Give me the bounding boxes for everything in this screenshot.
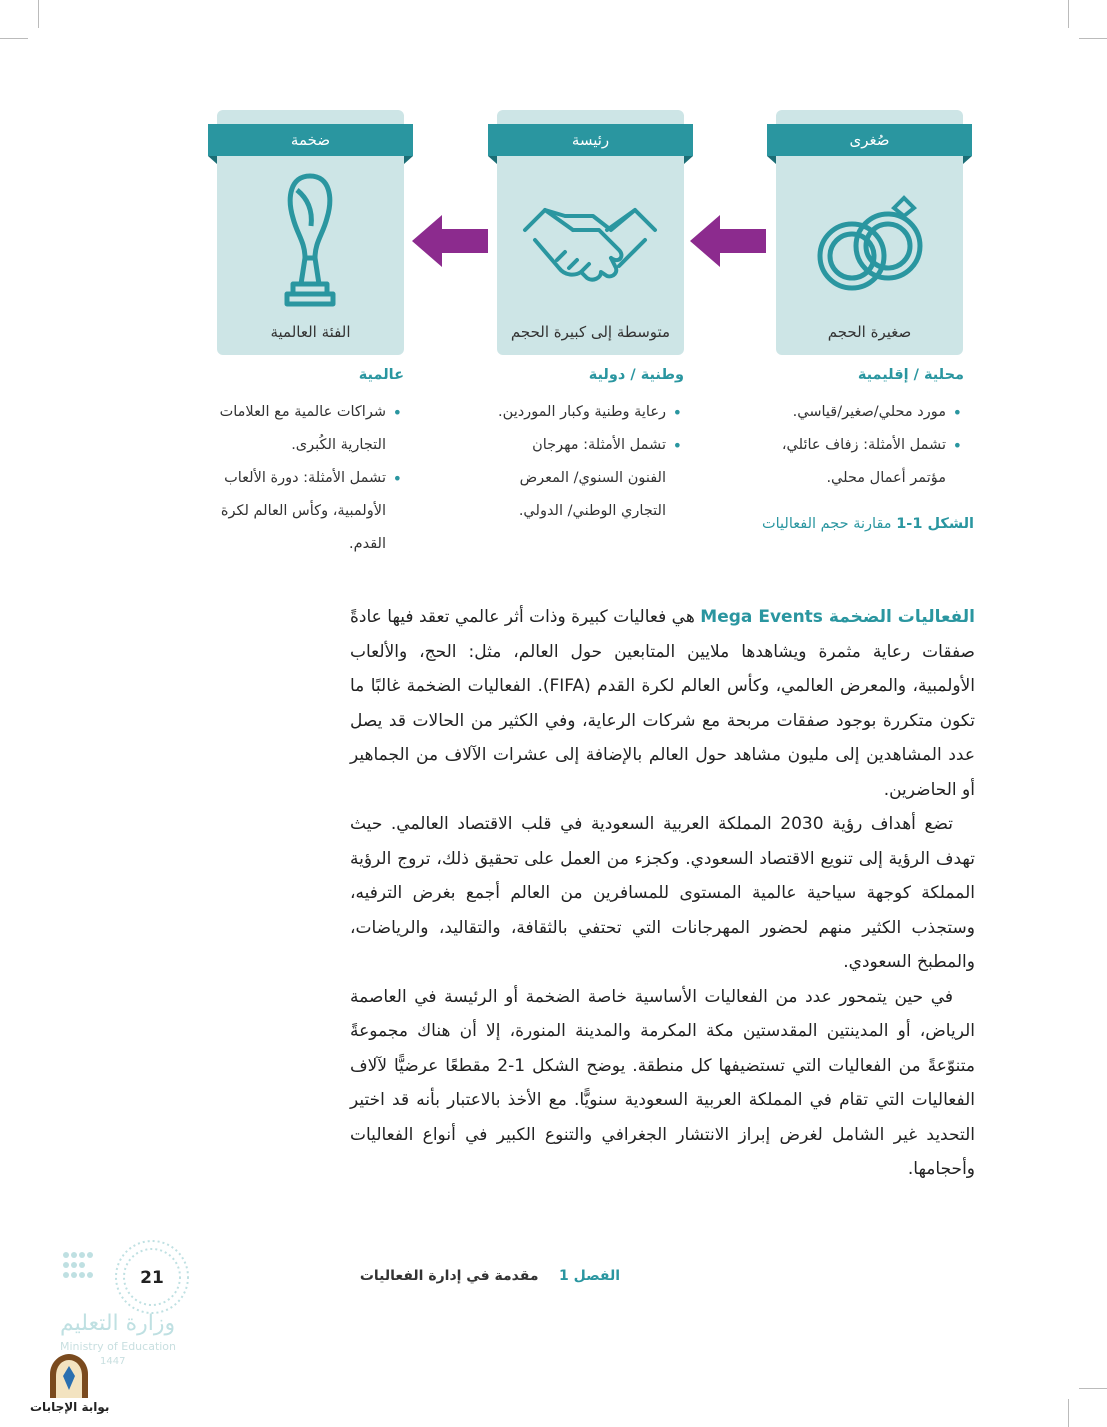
rings-icon xyxy=(794,168,944,318)
trophy-icon xyxy=(235,168,385,318)
crop-mark xyxy=(1068,1399,1069,1427)
figure-number: الشكل 1-1 xyxy=(896,516,974,532)
crop-mark xyxy=(38,0,39,28)
card-label-major: متوسطة إلى كبيرة الحجم xyxy=(510,323,671,341)
figure-caption xyxy=(700,516,974,532)
card-tab-small: صُغرى xyxy=(767,124,972,156)
list-item: • تشمل الأمثلة: مهرجان الفنون السنوي/ المعرض التجاري الوطني/ الدولي. xyxy=(490,429,684,528)
term-mega-events: الفعاليات الضخمة Mega Events xyxy=(700,607,976,627)
card-small-events xyxy=(776,110,963,355)
paragraph xyxy=(350,600,975,807)
page-number: 21 xyxy=(140,1268,164,1288)
column-local xyxy=(752,364,964,495)
ministry-name-en: Ministry of Education xyxy=(60,1340,177,1353)
list-item: • تشمل الأمثلة: زفاف عائلي، مؤتمر أعمال محلي. xyxy=(752,429,964,495)
crop-mark xyxy=(0,38,28,39)
handshake-icon xyxy=(515,168,665,318)
list-item: • شراكات عالمية مع العلامات التجارية الكُبرى. xyxy=(196,396,404,462)
card-tab-mega: ضخمة xyxy=(208,124,413,156)
list-item: • رعاية وطنية وكبار الموردين. xyxy=(490,396,684,429)
site-name: بوابة الإجابات xyxy=(30,1400,110,1414)
column-heading-global: عالمية xyxy=(358,367,404,383)
crop-mark xyxy=(1079,1388,1107,1389)
chapter-title: مقدمة في إدارة الفعاليات xyxy=(359,1268,539,1284)
crop-mark xyxy=(1068,0,1069,28)
arrow-left-icon xyxy=(690,213,766,269)
chapter-number: الفصل 1 xyxy=(558,1268,620,1284)
ministry-year: 1447 xyxy=(100,1356,126,1367)
ministry-name-ar: وزارة التعليم xyxy=(60,1311,176,1336)
paragraph: تضع أهداف رؤية 2030 المملكة العربية السعودية في قلب الاقتصاد العالمي. حيث تهدف الرؤية إلى تنويع الاقتصاد السعودي. وكجزء من العمل على تحقيق ذلك، تروج الرؤية المملكة كوجهة سياحية عالمية المستوى للمسافرين من العالم أجمع بغرض الترفيه، وستجذب الكثير منهم لحضور المهرجانات التي تحتفي بالثقافة، والتقاليد، والرياضات، والمطبخ السعودي. xyxy=(350,814,975,972)
gate-icon xyxy=(46,1352,92,1400)
card-label-mega: الفئة العالمية xyxy=(270,323,351,341)
column-global xyxy=(196,364,404,561)
crop-mark xyxy=(1079,38,1107,39)
list-item: • مورد محلي/صغير/قياسي. xyxy=(752,396,964,429)
card-major-events xyxy=(497,110,684,355)
paragraph: في حين يتمحور عدد من الفعاليات الأساسية خاصة الضخمة أو الرئيسة في العاصمة الرياض، أو المدينتين المقدستين مكة المكرمة والمدينة المنورة، إلا أن هناك مجموعةً متنوّعةً من الفعاليات التي تستضيفها كل منطقة. يوضح الشكل 1-2 مقطعًا عرضيًّا لآلاف الفعاليات التي تقام في المملكة العربية السعودية سنويًّا. مع الأخذ بالاعتبار بأنه قد اختير التحديد غير الشامل لغرض إبراز الانتشار الجغرافي والتنوع الكبير في أنواع الفعاليات وأحجامها. xyxy=(350,986,976,1179)
column-heading-national: وطنية / دولية xyxy=(588,367,684,383)
paragraph-text: هي فعاليات كبيرة وذات أثر عالمي تعقد فيها عادةً صفقات رعاية مثمرة ويشاهدها ملايين المتابعين حول العالم، مثل: الحج، والألعاب الأولمبية، والمعرض العالمي، وكأس العالم لكرة القدم (FIFA). الفعاليات الضخمة غالبًا ما تكون متكررة بوجود صفقات مربحة مع شركات الرعاية، وفي الكثير من الحالات قد يصل عدد المشاهدين إلى مليون مشاهد حول العالم بالإضافة إلى عشرات الآلاف من الجماهير أو الحاضرين. xyxy=(350,607,975,800)
card-mega-events xyxy=(217,110,404,355)
page-footer xyxy=(350,1268,620,1284)
column-heading-local: محلية / إقليمية xyxy=(857,367,964,383)
arrow-left-icon xyxy=(412,213,488,269)
card-label-small: صغيرة الحجم xyxy=(827,323,912,341)
list-item: • تشمل الأمثلة: دورة الألعاب الأولمبية، وكأس العالم لكرة القدم. xyxy=(196,462,404,561)
figure-title: مقارنة حجم الفعاليات xyxy=(761,516,892,532)
card-tab-major: رئيسة xyxy=(488,124,693,156)
body-text xyxy=(350,600,975,1187)
column-national xyxy=(490,364,684,528)
